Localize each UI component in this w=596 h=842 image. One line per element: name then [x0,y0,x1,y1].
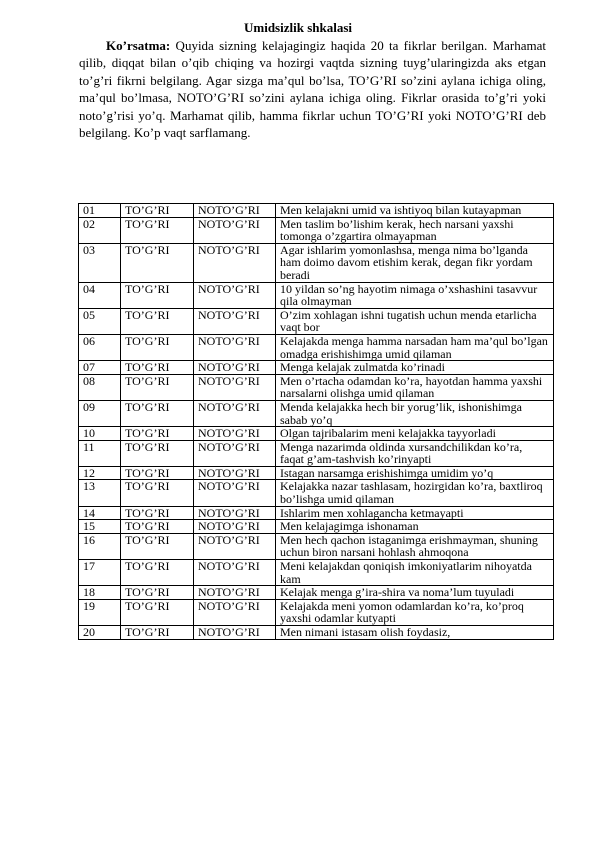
false-option[interactable]: NOTO’G’RI [194,560,276,586]
statement-text: Kelajakda menga hamma narsadan ham ma’qul bo’lgan omadga erishishimga umid qilaman [276,334,554,360]
statement-number: 05 [79,308,121,334]
statement-number: 02 [79,217,121,243]
statement-text: Men kelajakni umid va ishtiyoq bilan kutayapman [276,204,554,218]
table-row [79,533,554,559]
table-row [79,520,554,534]
statement-number: 20 [79,626,121,640]
true-option[interactable]: TO’G’RI [121,533,194,559]
statement-number: 16 [79,533,121,559]
true-option[interactable]: TO’G’RI [121,586,194,600]
true-option[interactable]: TO’G’RI [121,282,194,308]
true-option[interactable]: TO’G’RI [121,506,194,520]
statement-text: O’zim xohlagan ishni tugatish uchun menda etarlicha vaqt bor [276,308,554,334]
table-row [79,217,554,243]
statement-number: 12 [79,466,121,480]
statement-text: Men hech qachon istaganimga erishmayman, shuning uchun biron narsani hohlash ahmoqona [276,533,554,559]
true-option[interactable]: TO’G’RI [121,466,194,480]
false-option[interactable]: NOTO’G’RI [194,506,276,520]
statement-number: 07 [79,361,121,375]
false-option[interactable]: NOTO’G’RI [194,204,276,218]
true-option[interactable]: TO’G’RI [121,308,194,334]
statement-text: Men nimani istasam olish foydasiz, [276,626,554,640]
true-option[interactable]: TO’G’RI [121,217,194,243]
false-option[interactable]: NOTO’G’RI [194,308,276,334]
false-option[interactable]: NOTO’G’RI [194,440,276,466]
statement-number: 13 [79,480,121,506]
statement-text: Men taslim bo’lishim kerak, hech narsani yaxshi tomonga o’zgartira olmayapman [276,217,554,243]
true-option[interactable]: TO’G’RI [121,361,194,375]
statement-number: 04 [79,282,121,308]
true-option[interactable]: TO’G’RI [121,204,194,218]
table-row [79,204,554,218]
statement-number: 14 [79,506,121,520]
table-row [79,586,554,600]
statement-number: 19 [79,599,121,625]
false-option[interactable]: NOTO’G’RI [194,361,276,375]
true-option[interactable]: TO’G’RI [121,374,194,400]
true-option[interactable]: TO’G’RI [121,334,194,360]
false-option[interactable]: NOTO’G’RI [194,586,276,600]
true-option[interactable]: TO’G’RI [121,520,194,534]
table-row [79,480,554,506]
statement-number: 06 [79,334,121,360]
true-option[interactable]: TO’G’RI [121,626,194,640]
document-title: Umidsizlik shkalasi [243,20,352,35]
false-option[interactable]: NOTO’G’RI [194,400,276,426]
true-option[interactable]: TO’G’RI [121,243,194,282]
table-row [79,427,554,441]
false-option[interactable]: NOTO’G’RI [194,217,276,243]
statement-number: 01 [79,204,121,218]
statement-text: Kelajakka nazar tashlasam, hozirgidan ko’ra, baxtliroq bo’lishga umid qilaman [276,480,554,506]
false-option[interactable]: NOTO’G’RI [194,334,276,360]
statement-text: Men o’rtacha odamdan ko’ra, hayotdan hamma yaxshi narsalarni olishga umid qilaman [276,374,554,400]
true-option[interactable]: TO’G’RI [121,400,194,426]
false-option[interactable]: NOTO’G’RI [194,626,276,640]
statement-text: Istagan narsamga erishishimga umidim yo’q [276,466,554,480]
table-row [79,599,554,625]
statements-table-body [79,204,554,640]
statement-number: 08 [79,374,121,400]
instruction-paragraph [79,37,546,141]
statement-number: 17 [79,560,121,586]
table-row [79,466,554,480]
false-option[interactable]: NOTO’G’RI [194,466,276,480]
false-option[interactable]: NOTO’G’RI [194,374,276,400]
true-option[interactable]: TO’G’RI [121,599,194,625]
table-row [79,374,554,400]
true-option[interactable]: TO’G’RI [121,440,194,466]
table-row [79,400,554,426]
statement-text: Ishlarim men xohlagancha ketmayapti [276,506,554,520]
false-option[interactable]: NOTO’G’RI [194,480,276,506]
statement-number: 15 [79,520,121,534]
statement-number: 18 [79,586,121,600]
true-option[interactable]: TO’G’RI [121,427,194,441]
instruction-label: Ko’rsatma: [106,38,171,53]
table-row [79,282,554,308]
true-option[interactable]: TO’G’RI [121,560,194,586]
statement-text: 10 yildan so’ng hayotim nimaga o’xshashini tasavvur qila olmayman [276,282,554,308]
statement-text: Meni kelajakdan qoniqish imkoniyatlarim nihoyatda kam [276,560,554,586]
statement-number: 09 [79,400,121,426]
instruction-text: Quyida sizning kelajagingiz haqida 20 ta fikrlar berilgan. Marhamat qilib, diqqat bilan o’qib chiqing va hozirgi vaqtda sizning tuyg’ularingizda aks etgan to’g’ri fikrni belgilang. Agar sizga ma’qul bo’lsa, TO’G’RI so’zini aylana ichiga oling, ma’qul bo’lmasa, NOTO’G’RI so’zini aylana ichiga oling. Fikrlar orasida to’g’ri yoki noto’g’risi yo’q. Marhamat qilib, hamma fikrlar uchun TO’G’RI yoki NOTO’G’RI deb belgilang. Ko’p vaqt sarflamang. [79,38,546,141]
statement-text: Kelajak menga g’ira-shira va noma’lum tuyuladi [276,586,554,600]
statement-text: Menda kelajakka hech bir yorug’lik, ishonishimga sabab yo’q [276,400,554,426]
statement-text: Olgan tajribalarim meni kelajakka tayyorladi [276,427,554,441]
false-option[interactable]: NOTO’G’RI [194,533,276,559]
statement-text: Agar ishlarim yomonlashsa, menga nima bo’lganda ham doimo davom etishim kerak, degan fikr yordam beradi [276,243,554,282]
table-row [79,440,554,466]
table-row [79,626,554,640]
statement-number: 03 [79,243,121,282]
table-row [79,361,554,375]
false-option[interactable]: NOTO’G’RI [194,282,276,308]
table-row [79,506,554,520]
true-option[interactable]: TO’G’RI [121,480,194,506]
false-option[interactable]: NOTO’G’RI [194,520,276,534]
table-row [79,308,554,334]
statement-number: 10 [79,427,121,441]
table-row [79,243,554,282]
false-option[interactable]: NOTO’G’RI [194,427,276,441]
statement-text: Men kelajagimga ishonaman [276,520,554,534]
table-row [79,560,554,586]
table-row [79,334,554,360]
false-option[interactable]: NOTO’G’RI [194,599,276,625]
statement-text: Kelajakda meni yomon odamlardan ko’ra, ko’proq yaxshi odamlar kutyapti [276,599,554,625]
false-option[interactable]: NOTO’G’RI [194,243,276,282]
statements-table [78,203,554,640]
statement-text: Menga nazarimda oldinda xursandchilikdan ko’ra, faqat g’am-tashvish ko’rinyapti [276,440,554,466]
statement-number: 11 [79,440,121,466]
statement-text: Menga kelajak zulmatda ko’rinadi [276,361,554,375]
